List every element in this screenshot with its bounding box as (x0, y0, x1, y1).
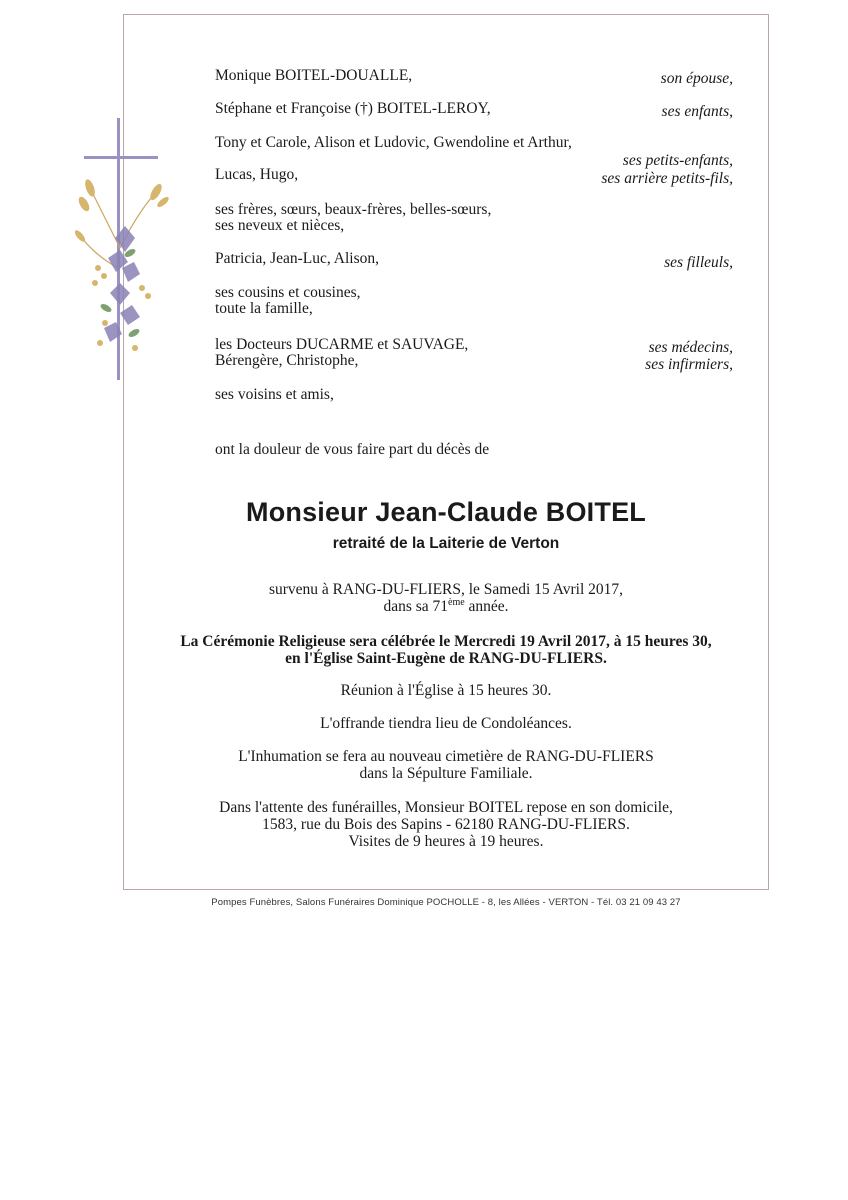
death-line-1: survenu à RANG-DU-FLIERS, le Samedi 15 Avril 2017, (268, 581, 624, 598)
funeral-home-footer: Pompes Funèbres, Salons Funéraires Dominique POCHOLLE - 8, les Allées - VERTON - Tél. 03 21 09 43 27 (211, 897, 681, 908)
ceremony-line-1: La Cérémonie Religieuse sera célébrée le Mercredi 19 Avril 2017, à 15 heures 30, (180, 633, 712, 650)
family-line: ses cousins et cousines, (215, 284, 361, 301)
family-line: Monique BOITEL-DOUALLE, son épouse, (215, 67, 733, 87)
family-line: Tony et Carole, Alison et Ludovic, Gwendoline et Arthur, (215, 134, 572, 151)
reunion-text: Réunion à l'Église à 15 heures 30. (340, 682, 552, 699)
deceased-name: Monsieur Jean-Claude BOITEL (246, 497, 646, 527)
announcement-text: ont la douleur de vous faire part du décès de (215, 441, 490, 458)
family-line: ses frères, sœurs, beaux-frères, belles-sœurs, (215, 201, 492, 218)
family-line: Bérengère, Christophe, ses infirmiers, (215, 352, 733, 373)
family-line: Patricia, Jean-Luc, Alison, ses filleuls, (215, 250, 733, 271)
cross-wheat-flower-icon (60, 118, 180, 380)
repose-line-3: Visites de 9 heures à 19 heures. (348, 833, 544, 850)
ceremony-line-2: en l'Église Saint-Eugène de RANG-DU-FLIERS. (285, 650, 607, 667)
repose-line-1: Dans l'attente des funérailles, Monsieur BOITEL repose en son domicile, (219, 799, 673, 816)
repose-line-2: 1583, rue du Bois des Sapins - 62180 RANG-DU-FLIERS. (262, 816, 630, 833)
family-line: Stéphane et Françoise (†) BOITEL-LEROY, ses enfants, (215, 100, 733, 120)
family-line: Lucas, Hugo, ses arrière petits-fils, (215, 166, 733, 187)
family-line: ses voisins et amis, (215, 386, 334, 403)
burial-line-2: dans la Sépulture Familiale. (359, 765, 533, 782)
family-line: toute la famille, (215, 300, 313, 317)
burial-line-1: L'Inhumation se fera au nouveau cimetière de RANG-DU-FLIERS (238, 748, 654, 765)
family-line: ses neveux et nièces, (215, 217, 345, 234)
footer-divider (123, 889, 769, 890)
death-line-2: dans sa 71ème année. (383, 596, 509, 615)
family-line: les Docteurs DUCARME et SAUVAGE, ses médecins, (215, 336, 733, 356)
deceased-subtitle: retraité de la Laiterie de Verton (332, 535, 560, 552)
offering-text: L'offrande tiendra lieu de Condoléances. (320, 715, 572, 732)
